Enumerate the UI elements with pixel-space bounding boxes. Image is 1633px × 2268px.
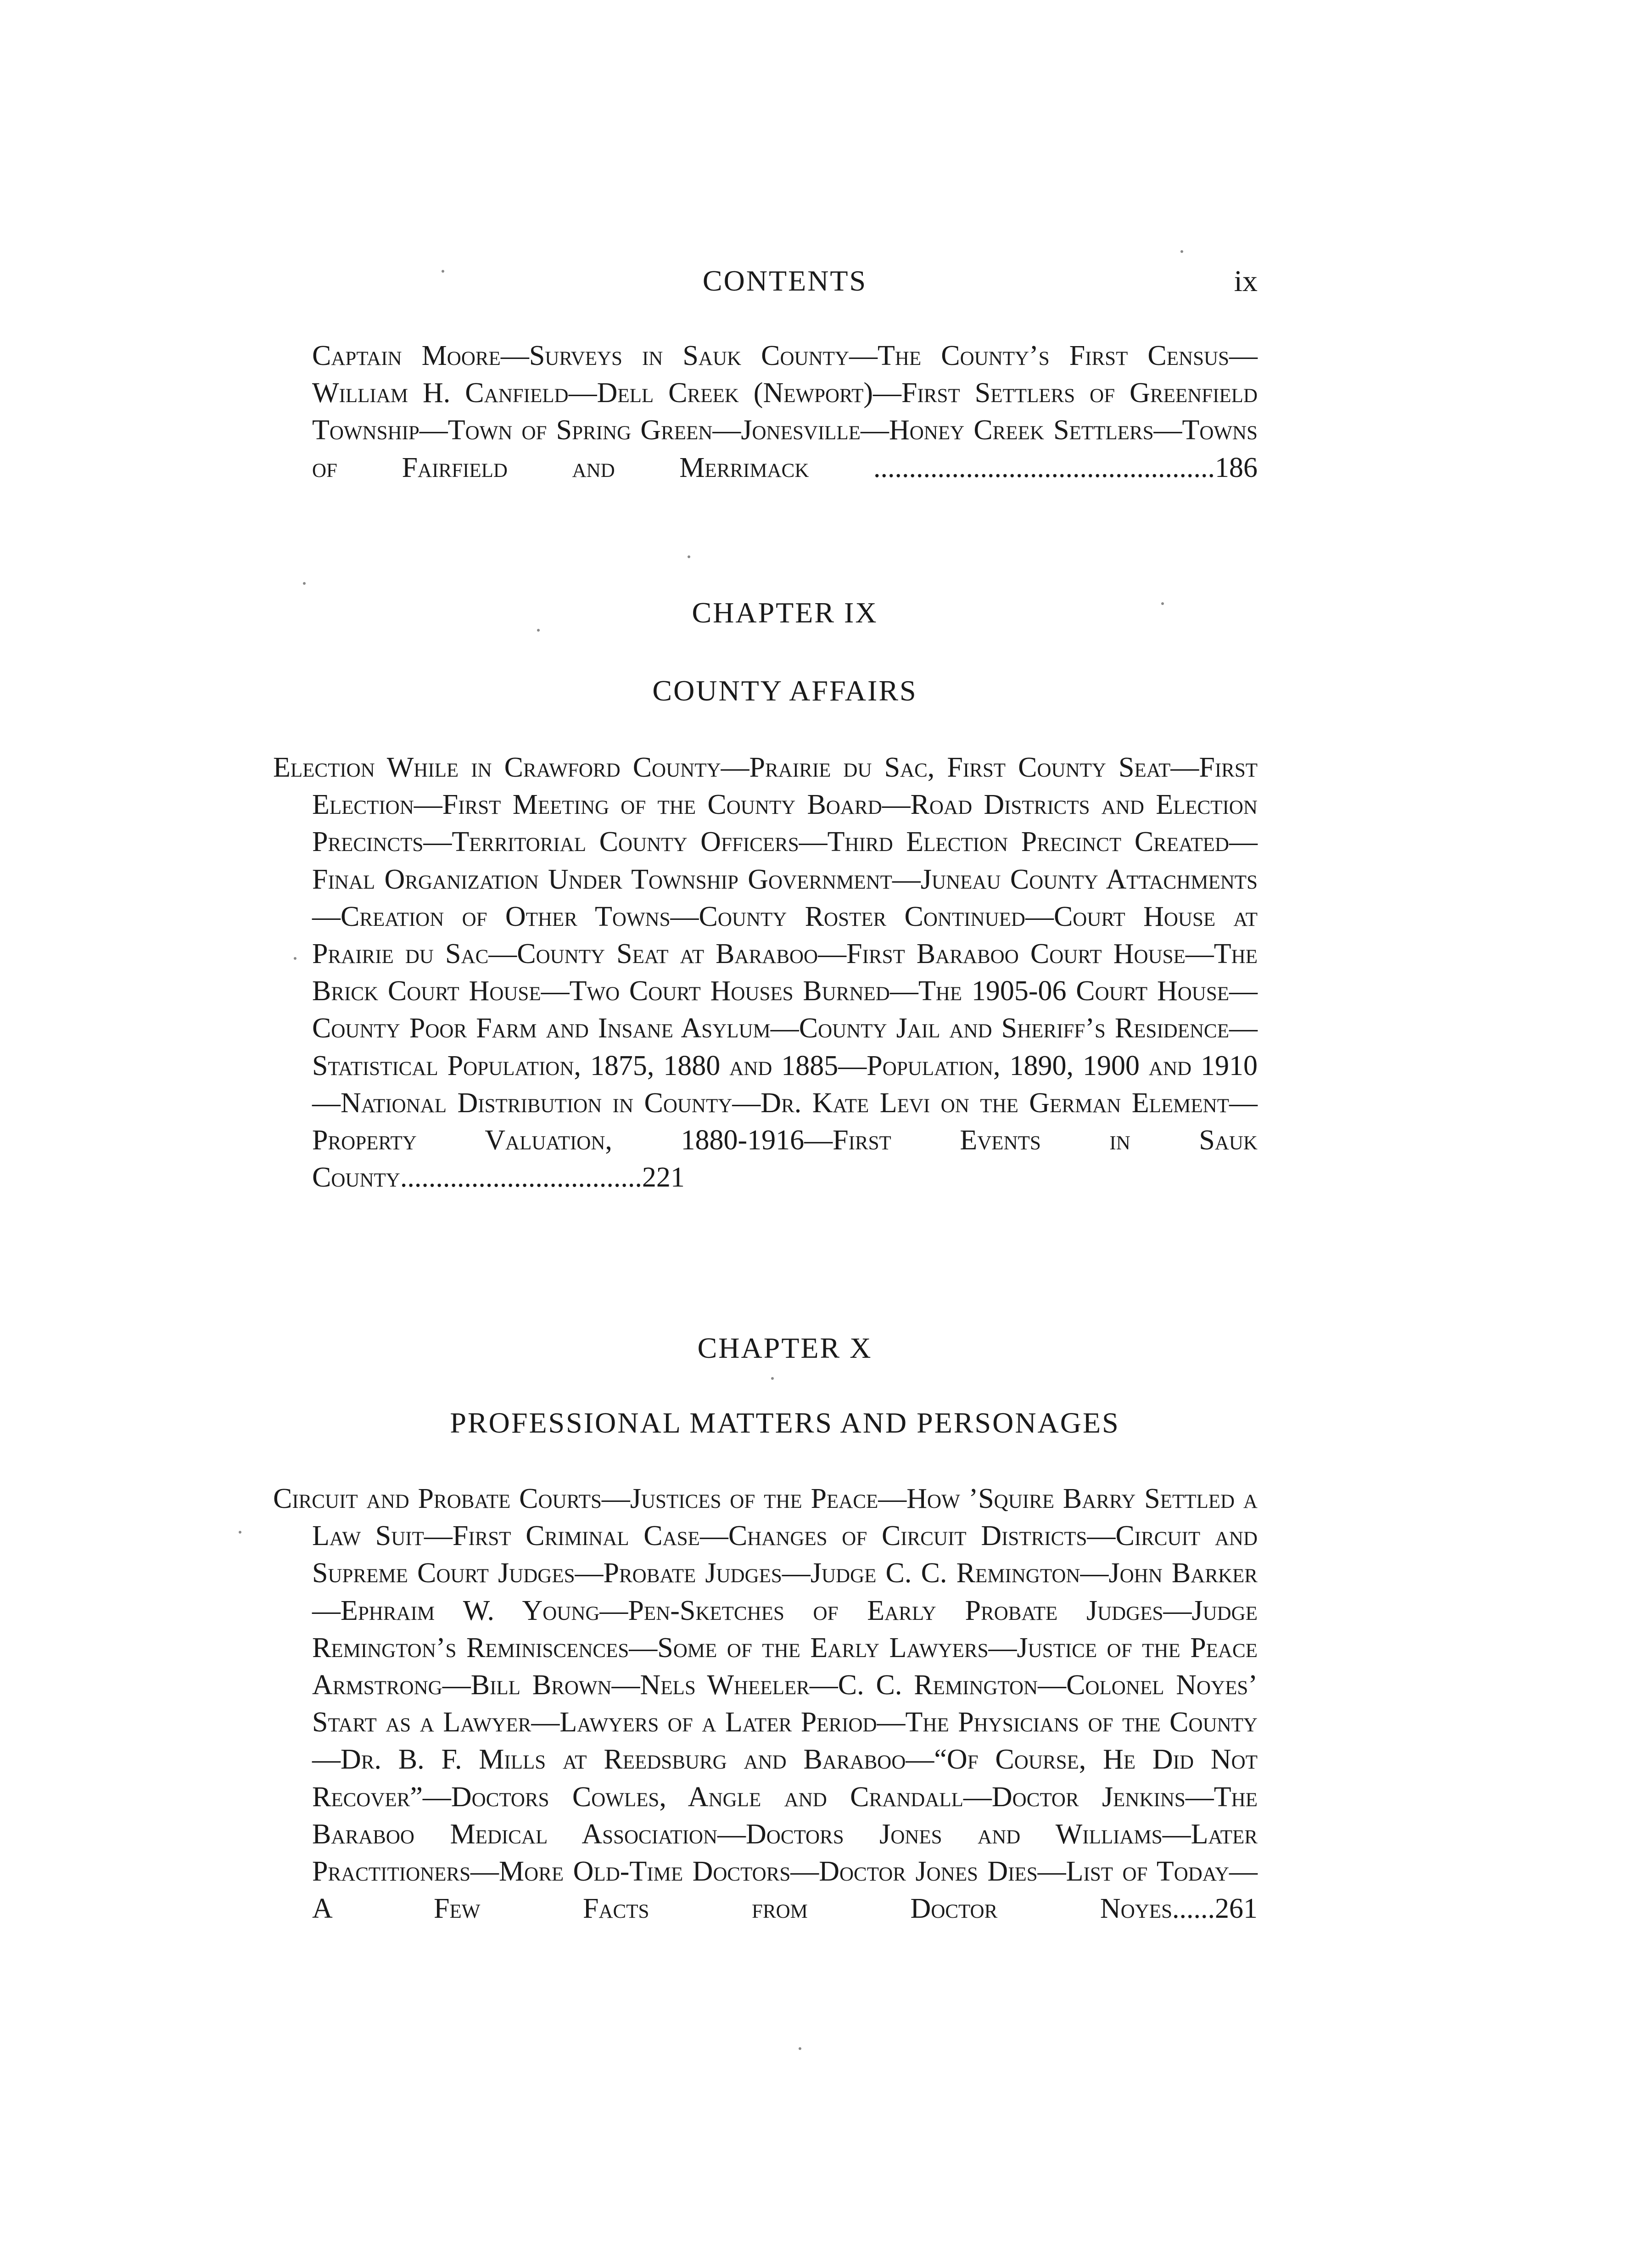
chapter-10-entry bbox=[273, 1480, 1258, 1927]
chapter-10-title: PROFESSIONAL MATTERS AND PERSONAGES bbox=[450, 1406, 1120, 1439]
entry-text: Election While in Crawford County—Prairie du Sac, First County Seat—First Election—First Meeting of the County Board—Road Districts and Election Precincts—Territorial County Officers—Third Election Precinct Created—Final Organization Under Township Government—Juneau County Attachments—Creation of Other Towns—County Roster Continued—Court House at Prairie du Sac—County Seat at Baraboo—First Baraboo Court House—The Brick Court House—Two Court Houses Burned—The 1905-06 Court House—County Poor Farm and Insane Asylum—County Jail and Sheriff’s Residence—Statistical Population, 1875, 1880 and 1885—Population, 1890, 1900 and 1910—National Distribution in County—Dr. Kate Levi on the German Element—Property Valuation, 1880-1916—First Events in Sauk County bbox=[273, 752, 1258, 1193]
paper-speck bbox=[1180, 250, 1183, 253]
paper-speck bbox=[771, 1377, 774, 1380]
running-head-title: CONTENTS bbox=[702, 264, 867, 297]
paper-speck bbox=[303, 582, 306, 585]
chapter-9-title: COUNTY AFFAIRS bbox=[652, 674, 917, 707]
continued-entry bbox=[312, 337, 1258, 530]
paper-speck bbox=[688, 555, 690, 558]
paper-speck bbox=[537, 629, 540, 632]
entry-page: 261 bbox=[1215, 1893, 1258, 1925]
entry-page: 221 bbox=[642, 1162, 685, 1193]
entry-text: Circuit and Probate Courts—Justices of the Peace—How ’Squire Barry Settled a Law Suit—First Criminal Case—Changes of Circuit Districts—Circuit and Supreme Court Judges—Probate Judges—Judge C. C. Remington—John Barker—Ephraim W. Young—Pen-Sketches of Early Probate Judges—Judge Remington’s Reminiscences—Some of the Early Lawyers—Justice of the Peace Armstrong—Bill Brown—Nels Wheeler—C. C. Remington—Colonel Noyes’ Start as a Lawyer—Lawyers of a Later Period—The Physicians of the County—Dr. B. F. Mills at Reedsburg and Baraboo—“Of Course, He Did Not Recover”—Doctors Cowles, Angle and Crandall—Doctor Jenkins—The Baraboo Medical Association—Doctors Jones and Williams—Later Practitioners—More Old-Time Doctors—Doctor Jones Dies—List of Today—A Few Facts from Doctor Noyes bbox=[273, 1483, 1258, 1925]
entry-leader: ................................................ bbox=[873, 452, 1215, 483]
chapter-10-label: CHAPTER X bbox=[697, 1332, 872, 1364]
paper-speck bbox=[239, 1531, 241, 1534]
paper-speck bbox=[442, 270, 444, 273]
entry-text: Captain Moore—Surveys in Sauk County—The County’s First Census—William H. Canfield—Dell Creek (Newport)—First Settlers of Greenfield Township—Town of Spring Green—Jonesville—Honey Creek Settlers—Towns of Fairfield and Merrimack bbox=[312, 340, 1258, 483]
chapter-9-label: CHAPTER IX bbox=[692, 596, 878, 629]
entry-leader: .................................. bbox=[400, 1162, 642, 1193]
paper-speck bbox=[1161, 602, 1164, 605]
paper-speck bbox=[799, 2047, 801, 2050]
running-head bbox=[312, 264, 1258, 305]
entry-page: 186 bbox=[1215, 452, 1258, 483]
chapter-9-entry bbox=[273, 749, 1258, 1196]
page-number: ix bbox=[1234, 264, 1258, 298]
paper-speck bbox=[294, 957, 296, 960]
entry-leader: ...... bbox=[1172, 1893, 1215, 1925]
